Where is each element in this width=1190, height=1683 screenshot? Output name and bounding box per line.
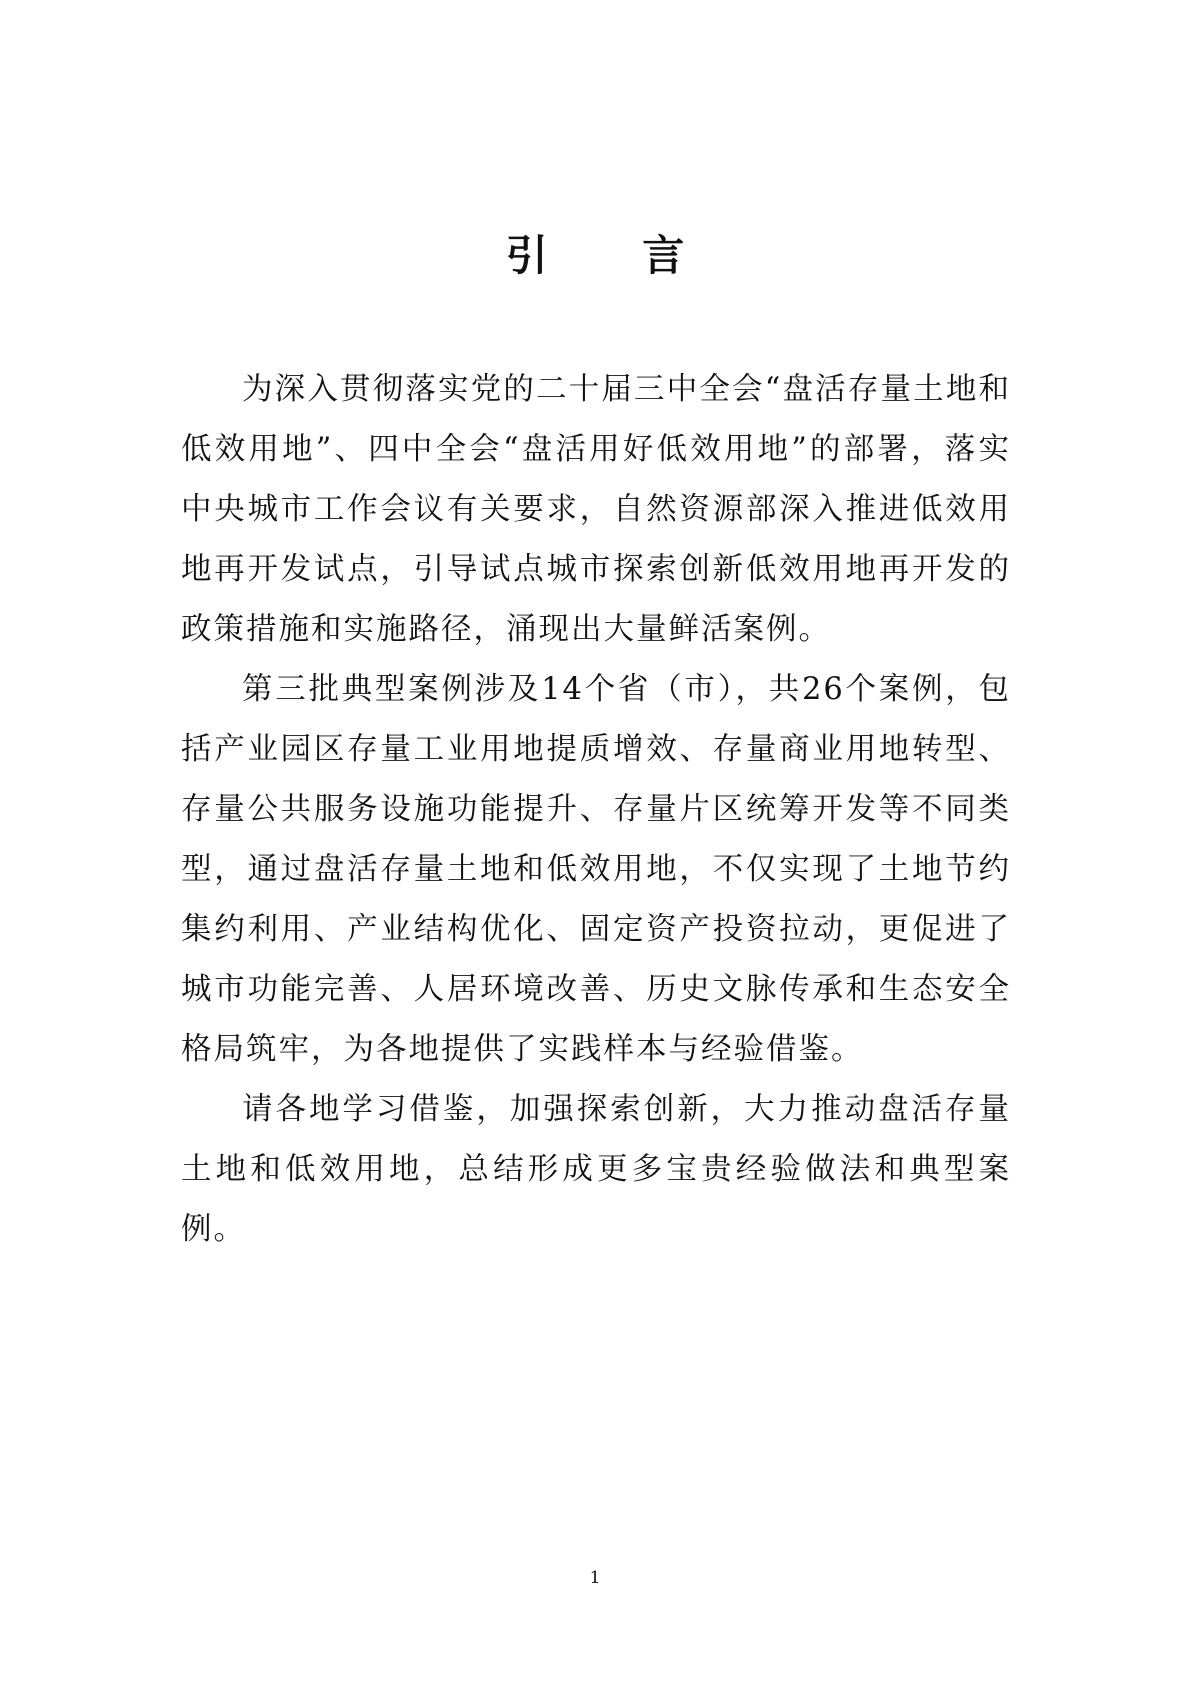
paragraph-2: 第三批典型案例涉及14个省（市），共26个案例，包括产业园区存量工业用地提质增效、存量商业用地转型、存量公共服务设施功能提升、存量片区统筹开发等不同类型，通过盘活存量土地和低效用地，不仅实现了土地节约集约利用、产业结构优化、固定资产投资拉动，更促进了城市功能完善、人居环境改善、历史文脉传承和生态安全格局筑牢，为各地提供了实践样本与经验借鉴。	[181, 672, 1011, 1067]
body-text	[181, 360, 1011, 1260]
page-number: 1	[589, 1568, 601, 1588]
page-title: 引 言	[505, 231, 725, 280]
paragraph-1: 为深入贯彻落实党的二十届三中全会“盘活存量土地和低效用地”、四中全会“盘活用好低效用地”的部署，落实中央城市工作会议有关要求，自然资源部深入推进低效用地再开发试点，引导试点城市探索创新低效用地再开发的政策措施和实施路径，涌现出大量鲜活案例。	[181, 372, 1011, 647]
paragraph-3: 请各地学习借鉴，加强探索创新，大力推动盘活存量土地和低效用地，总结形成更多宝贵经验做法和典型案例。	[181, 1092, 1011, 1247]
